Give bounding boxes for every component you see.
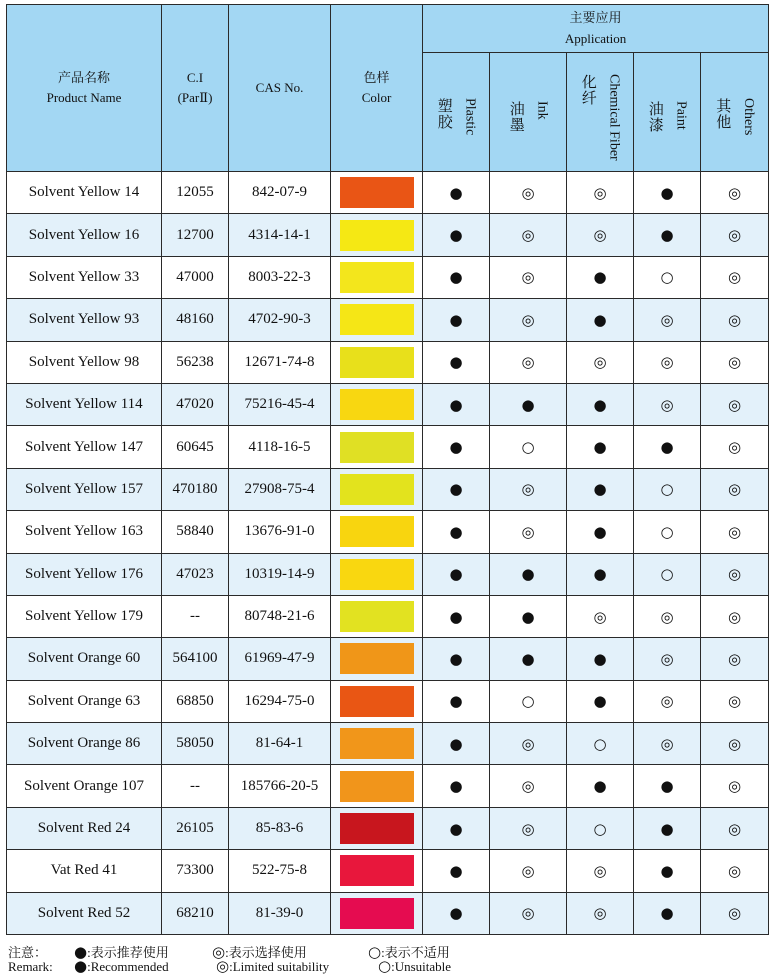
product-name-cell: Solvent Orange 60 (7, 638, 162, 680)
header-ci (162, 5, 229, 172)
suitability-chemical-fiber-cell: ● (567, 765, 634, 807)
suitability-others-cell: ◎ (701, 553, 769, 595)
suitability-chemical-fiber-cell: ◎ (567, 892, 634, 934)
product-name-cell: Solvent Yellow 114 (7, 383, 162, 425)
cas-cell: 16294-75-0 (229, 680, 331, 722)
suitability-ink-cell: ● (490, 595, 567, 637)
color-swatch (340, 898, 414, 929)
remark-zh-recommended: :表示推荐使用 (87, 945, 169, 960)
recommended-symbol: ● (74, 957, 88, 975)
ci-cell: 68210 (162, 892, 229, 934)
suitability-plastic-cell: ● (423, 426, 490, 468)
suitability-chemical-fiber-cell: ◎ (567, 172, 634, 214)
color-swatch (340, 643, 414, 674)
header-cas (229, 5, 331, 172)
table-row (7, 172, 769, 214)
cas-cell: 81-64-1 (229, 723, 331, 765)
header-application-en: Application (564, 30, 627, 46)
suitability-paint-cell: ● (634, 807, 701, 849)
color-cell (331, 638, 423, 680)
ci-cell: 12700 (162, 214, 229, 256)
suitability-paint-cell: ◎ (634, 341, 701, 383)
product-name-cell: Solvent Orange 63 (7, 680, 162, 722)
suitability-chemical-fiber-cell: ● (567, 299, 634, 341)
suitability-ink-cell: ◎ (490, 256, 567, 298)
ci-cell: 47020 (162, 383, 229, 425)
ci-cell: 564100 (162, 638, 229, 680)
ci-cell: 56238 (162, 341, 229, 383)
suitability-plastic-cell: ● (423, 723, 490, 765)
suitability-plastic-cell: ● (423, 638, 490, 680)
color-cell (331, 511, 423, 553)
header-color-en: Color (361, 90, 392, 105)
suitability-paint-cell: ◎ (634, 638, 701, 680)
suitability-chemical-fiber-cell: ● (567, 638, 634, 680)
ci-cell: 68850 (162, 680, 229, 722)
product-table (6, 4, 769, 935)
suitability-others-cell: ◎ (701, 595, 769, 637)
cas-cell: 4702-90-3 (229, 299, 331, 341)
suitability-paint-cell: ● (634, 765, 701, 807)
color-swatch (340, 474, 414, 505)
suitability-plastic-cell: ● (423, 892, 490, 934)
suitability-others-cell: ◎ (701, 765, 769, 807)
suitability-plastic-cell: ● (423, 172, 490, 214)
suitability-plastic-cell: ● (423, 299, 490, 341)
suitability-ink-cell: ◎ (490, 299, 567, 341)
suitability-paint-cell: ○ (634, 511, 701, 553)
header-product-name-zh: 产品名称 (57, 69, 110, 85)
suitability-chemical-fiber-cell: ● (567, 426, 634, 468)
color-cell (331, 765, 423, 807)
suitability-paint-cell: ● (634, 892, 701, 934)
ci-cell: 12055 (162, 172, 229, 214)
cas-cell: 522-75-8 (229, 850, 331, 892)
cas-cell: 10319-14-9 (229, 553, 331, 595)
cas-cell: 85-83-6 (229, 807, 331, 849)
unsuitable-symbol: ○ (378, 957, 392, 975)
color-swatch (340, 813, 414, 844)
color-cell (331, 341, 423, 383)
suitability-others-cell: ◎ (701, 426, 769, 468)
suitability-chemical-fiber-cell: ● (567, 511, 634, 553)
suitability-plastic-cell: ● (423, 468, 490, 510)
suitability-paint-cell: ● (634, 214, 701, 256)
color-swatch (340, 220, 414, 251)
suitability-plastic-cell: ● (423, 511, 490, 553)
product-name-cell: Solvent Orange 86 (7, 723, 162, 765)
suitability-ink-cell: ◎ (490, 341, 567, 383)
color-cell (331, 892, 423, 934)
product-name-cell: Solvent Yellow 93 (7, 299, 162, 341)
color-cell (331, 807, 423, 849)
suitability-plastic-cell: ● (423, 807, 490, 849)
suitability-plastic-cell: ● (423, 595, 490, 637)
suitability-chemical-fiber-cell: ● (567, 468, 634, 510)
header-ci-top: C.I (186, 69, 204, 85)
suitability-chemical-fiber-cell: ◎ (567, 850, 634, 892)
cas-cell: 13676-91-0 (229, 511, 331, 553)
header-color (331, 5, 423, 172)
suitability-plastic-cell: ● (423, 256, 490, 298)
suitability-chemical-fiber-cell: ● (567, 680, 634, 722)
remark-zh-limited: :表示选择使用 (225, 945, 307, 960)
suitability-others-cell: ◎ (701, 723, 769, 765)
cas-cell: 75216-45-4 (229, 383, 331, 425)
cas-cell: 842-07-9 (229, 172, 331, 214)
color-cell (331, 214, 423, 256)
product-name-cell: Solvent Yellow 16 (7, 214, 162, 256)
suitability-others-cell: ◎ (701, 383, 769, 425)
cas-cell: 185766-20-5 (229, 765, 331, 807)
header-product-name (7, 5, 162, 172)
suitability-ink-cell: ◎ (490, 765, 567, 807)
suitability-paint-cell: ● (634, 172, 701, 214)
ci-cell: 58840 (162, 511, 229, 553)
suitability-chemical-fiber-cell: ◎ (567, 214, 634, 256)
suitability-paint-cell: ○ (634, 256, 701, 298)
ci-cell: 47023 (162, 553, 229, 595)
header-app-others: 其他 Others (701, 53, 769, 172)
suitability-chemical-fiber-cell: ○ (567, 807, 634, 849)
table-row (7, 595, 769, 637)
color-cell (331, 553, 423, 595)
color-swatch (340, 559, 414, 590)
color-cell (331, 426, 423, 468)
table-row (7, 723, 769, 765)
remark-en-unsuitable: :Unsuitable (391, 959, 452, 974)
color-cell (331, 383, 423, 425)
suitability-plastic-cell: ● (423, 680, 490, 722)
suitability-ink-cell: ● (490, 553, 567, 595)
ci-cell: 60645 (162, 426, 229, 468)
color-cell (331, 256, 423, 298)
suitability-paint-cell: ◎ (634, 595, 701, 637)
header-app-ink: 油墨 Ink (490, 53, 567, 172)
limited-symbol: ◎ (212, 943, 226, 961)
ci-cell: 48160 (162, 299, 229, 341)
color-swatch (340, 516, 414, 547)
color-swatch (340, 728, 414, 759)
table-row (7, 426, 769, 468)
cas-cell: 4118-16-5 (229, 426, 331, 468)
color-swatch (340, 855, 414, 886)
suitability-paint-cell: ○ (634, 468, 701, 510)
table-row (7, 765, 769, 807)
suitability-ink-cell: ◎ (490, 850, 567, 892)
header-app-plastic: 塑胶 Plastic (423, 53, 490, 172)
ci-cell: -- (162, 595, 229, 637)
product-name-cell: Solvent Yellow 179 (7, 595, 162, 637)
suitability-chemical-fiber-cell: ◎ (567, 341, 634, 383)
product-name-cell: Solvent Red 24 (7, 807, 162, 849)
suitability-others-cell: ◎ (701, 892, 769, 934)
ci-cell: 58050 (162, 723, 229, 765)
suitability-ink-cell: ◎ (490, 807, 567, 849)
color-swatch (340, 686, 414, 717)
suitability-chemical-fiber-cell: ● (567, 256, 634, 298)
color-swatch (340, 601, 414, 632)
color-swatch (340, 771, 414, 802)
suitability-others-cell: ◎ (701, 680, 769, 722)
suitability-ink-cell: ◎ (490, 172, 567, 214)
product-name-cell: Vat Red 41 (7, 850, 162, 892)
header-application-zh: 主要应用 (569, 10, 622, 26)
limited-symbol: ◎ (216, 957, 230, 975)
suitability-others-cell: ◎ (701, 468, 769, 510)
header-app-chemical-fiber: 化纤 Chemical Fiber (567, 53, 634, 172)
table-row (7, 256, 769, 298)
suitability-chemical-fiber-cell: ◎ (567, 595, 634, 637)
header-product-name-en: Product Name (46, 90, 122, 105)
suitability-ink-cell: ◎ (490, 214, 567, 256)
suitability-chemical-fiber-cell: ● (567, 383, 634, 425)
color-cell (331, 468, 423, 510)
suitability-ink-cell: ◎ (490, 468, 567, 510)
color-swatch (340, 304, 414, 335)
remark-en-label: Remark: (8, 959, 53, 974)
header-cas-label: CAS No. (255, 79, 304, 95)
product-name-cell: Solvent Red 52 (7, 892, 162, 934)
ci-cell: 26105 (162, 807, 229, 849)
header-application (423, 5, 769, 53)
ci-cell: 470180 (162, 468, 229, 510)
color-swatch (340, 432, 414, 463)
suitability-plastic-cell: ● (423, 383, 490, 425)
recommended-symbol: ● (74, 943, 88, 961)
product-name-cell: Solvent Yellow 33 (7, 256, 162, 298)
table-row (7, 807, 769, 849)
suitability-paint-cell: ◎ (634, 299, 701, 341)
remark-en-limited: :Limited suitability (229, 959, 330, 974)
table-row (7, 468, 769, 510)
table-row (7, 680, 769, 722)
cas-cell: 4314-14-1 (229, 214, 331, 256)
suitability-chemical-fiber-cell: ○ (567, 723, 634, 765)
suitability-others-cell: ◎ (701, 172, 769, 214)
color-swatch (340, 389, 414, 420)
suitability-ink-cell: ○ (490, 680, 567, 722)
cas-cell: 61969-47-9 (229, 638, 331, 680)
color-cell (331, 680, 423, 722)
color-swatch (340, 177, 414, 208)
color-cell (331, 595, 423, 637)
suitability-ink-cell: ○ (490, 426, 567, 468)
header-app-paint: 油漆 Paint (634, 53, 701, 172)
suitability-others-cell: ◎ (701, 511, 769, 553)
suitability-ink-cell: ◎ (490, 892, 567, 934)
product-name-cell: Solvent Yellow 157 (7, 468, 162, 510)
table-row (7, 892, 769, 934)
table-row (7, 214, 769, 256)
product-name-cell: Solvent Orange 107 (7, 765, 162, 807)
ci-cell: -- (162, 765, 229, 807)
header-ci-bottom: (ParⅡ) (177, 90, 213, 105)
color-cell (331, 850, 423, 892)
suitability-plastic-cell: ● (423, 214, 490, 256)
suitability-ink-cell: ◎ (490, 511, 567, 553)
suitability-plastic-cell: ● (423, 553, 490, 595)
table-row (7, 850, 769, 892)
product-name-cell: Solvent Yellow 98 (7, 341, 162, 383)
product-name-cell: Solvent Yellow 176 (7, 553, 162, 595)
suitability-others-cell: ◎ (701, 638, 769, 680)
suitability-paint-cell: ◎ (634, 723, 701, 765)
product-name-cell: Solvent Yellow 147 (7, 426, 162, 468)
suitability-chemical-fiber-cell: ● (567, 553, 634, 595)
suitability-others-cell: ◎ (701, 214, 769, 256)
unsuitable-symbol: ○ (368, 943, 382, 961)
product-name-cell: Solvent Yellow 163 (7, 511, 162, 553)
color-cell (331, 172, 423, 214)
table-row (7, 299, 769, 341)
suitability-ink-cell: ● (490, 638, 567, 680)
suitability-ink-cell: ◎ (490, 723, 567, 765)
ci-cell: 47000 (162, 256, 229, 298)
product-name-cell: Solvent Yellow 14 (7, 172, 162, 214)
suitability-plastic-cell: ● (423, 765, 490, 807)
header-color-zh: 色样 (363, 69, 390, 85)
suitability-others-cell: ◎ (701, 341, 769, 383)
table-row (7, 341, 769, 383)
cas-cell: 81-39-0 (229, 892, 331, 934)
remark-en (8, 957, 451, 975)
color-swatch (340, 262, 414, 293)
suitability-paint-cell: ● (634, 850, 701, 892)
table-row (7, 638, 769, 680)
cas-cell: 27908-75-4 (229, 468, 331, 510)
cas-cell: 12671-74-8 (229, 341, 331, 383)
color-cell (331, 723, 423, 765)
ci-cell: 73300 (162, 850, 229, 892)
suitability-others-cell: ◎ (701, 299, 769, 341)
remark-zh-unsuitable: :表示不适用 (381, 945, 450, 960)
remark-zh-label: 注意： (8, 945, 48, 960)
suitability-others-cell: ◎ (701, 256, 769, 298)
suitability-others-cell: ◎ (701, 850, 769, 892)
remark-en-recommended: :Recommended (87, 959, 169, 974)
suitability-paint-cell: ● (634, 426, 701, 468)
suitability-paint-cell: ○ (634, 553, 701, 595)
suitability-paint-cell: ◎ (634, 680, 701, 722)
cas-cell: 80748-21-6 (229, 595, 331, 637)
cas-cell: 8003-22-3 (229, 256, 331, 298)
color-cell (331, 299, 423, 341)
suitability-others-cell: ◎ (701, 807, 769, 849)
table-row (7, 511, 769, 553)
suitability-paint-cell: ◎ (634, 383, 701, 425)
suitability-ink-cell: ● (490, 383, 567, 425)
suitability-plastic-cell: ● (423, 341, 490, 383)
suitability-plastic-cell: ● (423, 850, 490, 892)
table-row (7, 383, 769, 425)
color-swatch (340, 347, 414, 378)
table-row (7, 553, 769, 595)
